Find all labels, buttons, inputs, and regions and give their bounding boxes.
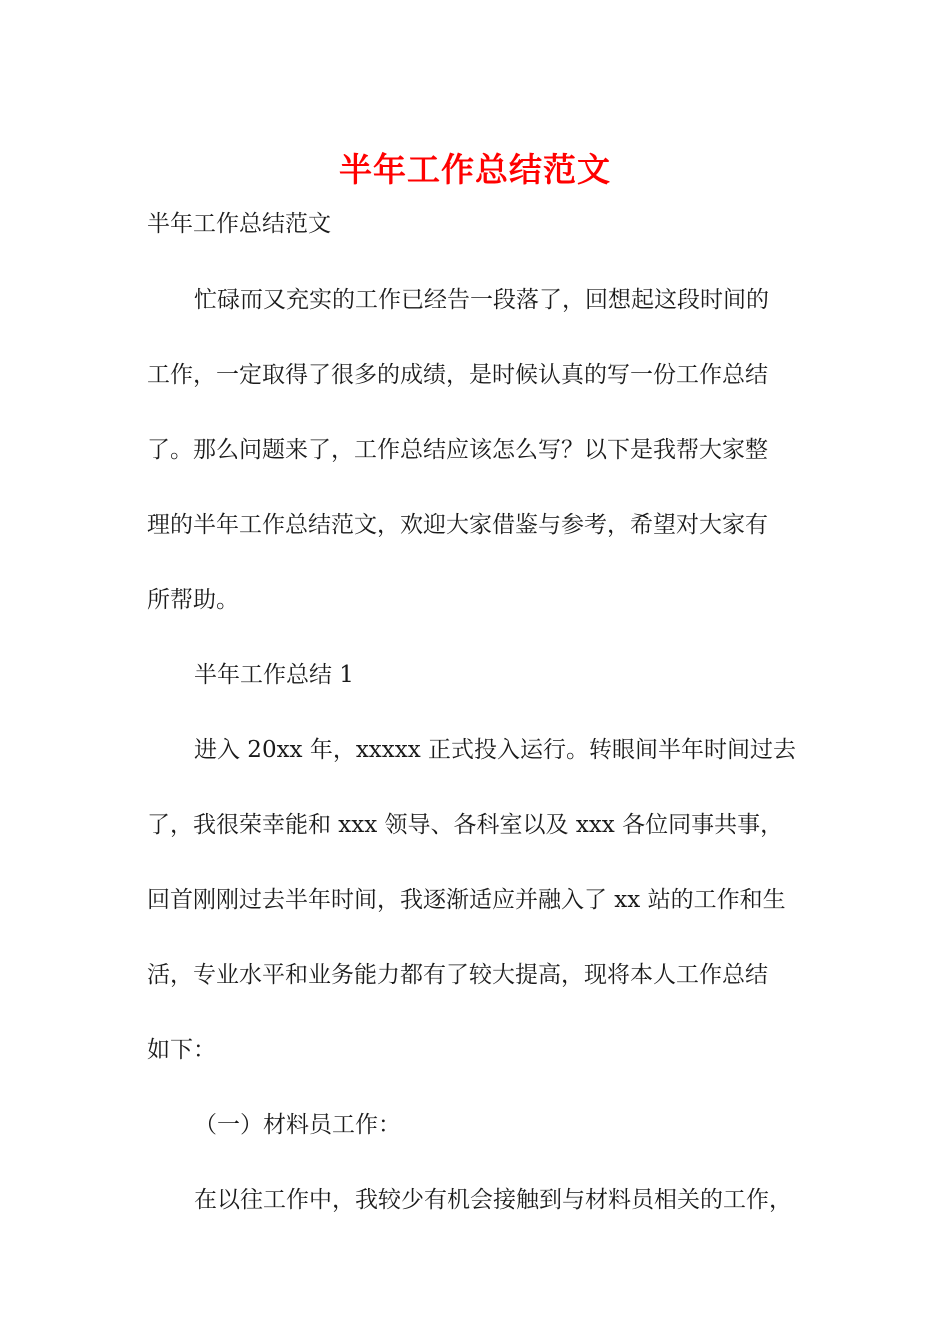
- section-heading: 半年工作总结 1: [194, 662, 354, 688]
- intro-line: 工作，一定取得了很多的成绩，是时候认真的写一份工作总结: [147, 362, 768, 388]
- subsection-heading: （一）材料员工作：: [194, 1112, 401, 1138]
- document-title: 半年工作总结范文: [339, 150, 611, 189]
- body-line: 在以往工作中，我较少有机会接触到与材料员相关的工作，: [194, 1187, 792, 1213]
- intro-line: 理的半年工作总结范文，欢迎大家借鉴与参考，希望对大家有: [147, 512, 768, 538]
- intro-line: 忙碌而又充实的工作已经告一段落了，回想起这段时间的: [194, 287, 769, 313]
- body-line: 进入 20xx 年，xxxxx 正式投入运行。转眼间半年时间过去: [194, 737, 796, 763]
- body-line: 了，我很荣幸能和 xxx 领导、各科室以及 xxx 各位同事共事，: [147, 812, 784, 838]
- intro-line: 所帮助。: [147, 587, 239, 613]
- document-subtitle: 半年工作总结范文: [147, 211, 331, 237]
- intro-line: 了。那么问题来了，工作总结应该怎么写？以下是我帮大家整: [147, 437, 768, 463]
- body-line: 回首刚刚过去半年时间，我逐渐适应并融入了 xx 站的工作和生: [147, 887, 786, 913]
- body-line: 活，专业水平和业务能力都有了较大提高，现将本人工作总结: [147, 962, 768, 988]
- body-line: 如下：: [147, 1037, 216, 1063]
